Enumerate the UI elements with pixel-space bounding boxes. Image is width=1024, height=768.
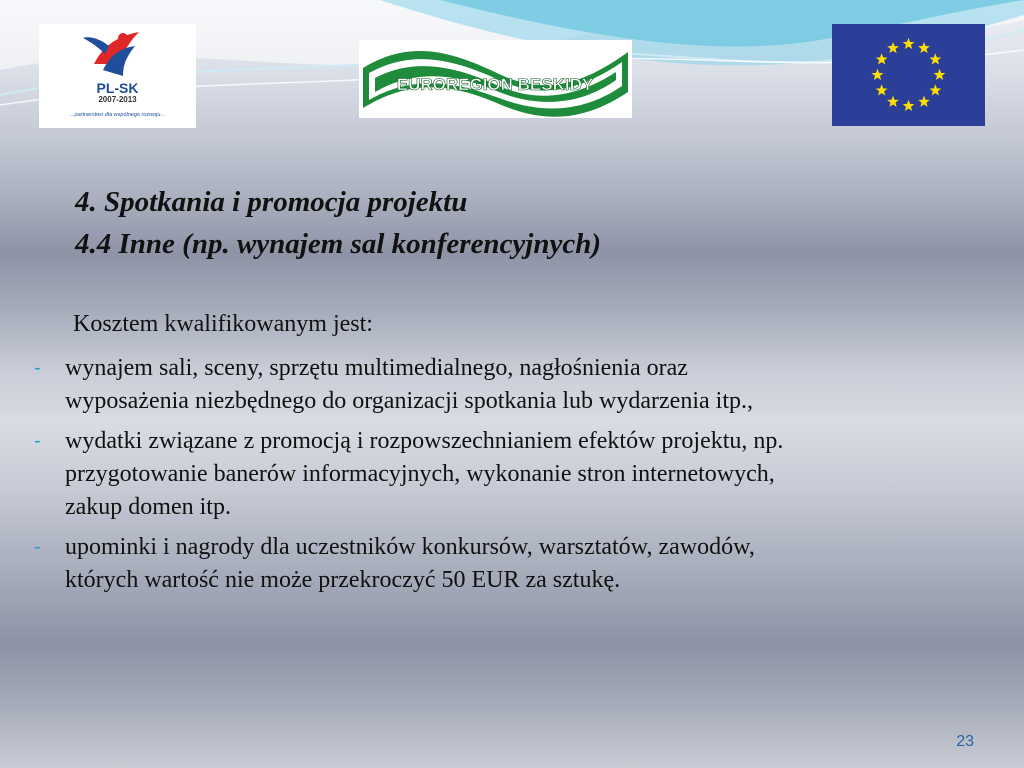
eu-star-icon: [876, 53, 888, 64]
plsk-logo: [39, 24, 196, 128]
plsk-figure-icon: [39, 24, 196, 84]
bullet-dash-icon: -: [34, 430, 41, 452]
bullet-line: wydatki związane z promocją i rozpowszechnianiem efektów projektu, np.: [65, 428, 784, 454]
bullet-line: przygotowanie banerów informacyjnych, wykonanie stron internetowych,: [65, 461, 775, 487]
eu-flag-icon: [832, 24, 985, 126]
plsk-tagline: ...partnerstwo dla wspólnego rozwoju...: [69, 112, 166, 118]
bullet-item: [0, 531, 990, 597]
page-number: 23: [956, 733, 974, 750]
bullet-dash-icon: -: [34, 536, 41, 558]
plsk-years: 2007-2013: [98, 95, 137, 104]
bullet-line: wyposażenia niezbędnego do organizacji spotkania lub wydarzenia itp.,: [65, 388, 753, 414]
bullet-item: [0, 425, 990, 524]
bullet-line: wynajem sali, sceny, sprzętu multimedialnego, nagłośnienia oraz: [65, 355, 688, 381]
eu-star-icon: [918, 42, 930, 53]
eu-flag: [832, 24, 985, 126]
intro-text: Kosztem kwalifikowanym jest:: [73, 311, 373, 337]
slide-title-line1: 4. Spotkania i promocja projektu: [75, 186, 468, 218]
eu-star-icon: [903, 100, 915, 111]
eu-star-icon: [934, 69, 946, 80]
bullet-line: upominki i nagrody dla uczestników konkursów, warsztatów, zawodów,: [65, 534, 755, 560]
euroregion-beskidy-logo: [359, 40, 632, 118]
bullet-dash-icon: -: [34, 357, 41, 379]
eu-star-icon: [929, 53, 941, 64]
bullet-line: zakup domen itp.: [65, 494, 231, 520]
eu-star-icon: [918, 96, 930, 107]
eu-star-icon: [876, 84, 888, 95]
slide-title-line2: 4.4 Inne (np. wynajem sal konferencyjnych): [75, 228, 602, 260]
bullet-line: których wartość nie może przekroczyć 50 EUR za sztukę.: [65, 567, 621, 593]
euroregion-banner-icon: [359, 40, 632, 118]
eu-star-icon: [887, 96, 899, 107]
eu-star-icon: [929, 84, 941, 95]
eu-star-icon: [887, 42, 899, 53]
bullet-list: [0, 352, 990, 604]
eu-star-icon: [903, 38, 915, 49]
euroregion-text: EUROREGION BESKIDY: [396, 75, 594, 94]
plsk-code: PL-SK: [96, 80, 139, 96]
eu-star-icon: [872, 69, 884, 80]
bullet-item: [0, 352, 990, 418]
